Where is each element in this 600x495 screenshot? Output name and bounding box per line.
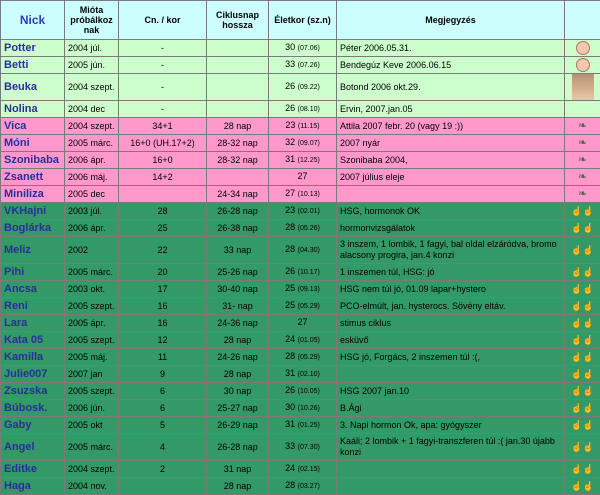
- status-icon-cell: [565, 281, 600, 298]
- table-row: [1, 74, 600, 101]
- member-nick: Ancsa: [1, 281, 65, 298]
- thumbs-up-icon: ☝☝: [571, 284, 593, 294]
- member-nick: Zsuzska: [1, 383, 65, 400]
- thumbs-up-icon: ☝☝: [571, 403, 593, 413]
- member-note: Ervin, 2007.jan.05: [337, 101, 565, 118]
- member-nick: Julie007: [1, 366, 65, 383]
- member-cn: 9: [119, 366, 207, 383]
- member-age: 27: [285, 188, 295, 198]
- member-cn: 5: [119, 417, 207, 434]
- thumbs-up-icon: ☝☝: [571, 352, 593, 362]
- member-note: stimus ciklus: [337, 315, 565, 332]
- member-age: 31: [285, 154, 295, 164]
- thumbs-up-icon: ☝☝: [571, 267, 593, 277]
- member-age: 28: [285, 222, 295, 232]
- thumbs-up-icon: ☝☝: [571, 245, 593, 255]
- member-cn: -: [119, 40, 207, 57]
- member-note: 3. Napi hormon Ok, apa: gyógyszer: [337, 417, 565, 434]
- table-row: [1, 101, 600, 118]
- thumbs-up-icon: ☝☝: [571, 442, 593, 452]
- header-nick: Nick: [1, 1, 65, 40]
- member-since: 2005 máj.: [65, 349, 119, 366]
- baby-icon: [576, 58, 590, 72]
- member-nick: Gaby: [1, 417, 65, 434]
- header-row: [1, 1, 600, 40]
- member-birthday: (09.07): [298, 140, 320, 147]
- member-note: HSG 2007 jan.10: [337, 383, 565, 400]
- member-nick: Reni: [1, 298, 65, 315]
- member-since: 2006 ápr.: [65, 220, 119, 237]
- member-age-cell: [269, 118, 337, 135]
- member-note: HSG, hormonok OK: [337, 203, 565, 220]
- member-note: [337, 366, 565, 383]
- member-age-cell: [269, 332, 337, 349]
- member-since: 2004 szept.: [65, 118, 119, 135]
- member-cn: 16+0 (UH.17+2): [119, 135, 207, 152]
- table-row: [1, 169, 600, 186]
- member-age-cell: [269, 101, 337, 118]
- table-row: [1, 461, 600, 478]
- member-age-cell: [269, 57, 337, 74]
- status-icon-cell: [565, 169, 600, 186]
- member-since: 2003 okt.: [65, 281, 119, 298]
- member-since: 2005 dec: [65, 186, 119, 203]
- member-since: 2006 jún.: [65, 400, 119, 417]
- member-age-cell: [269, 434, 337, 461]
- member-cycle: 30-40 nap: [207, 281, 269, 298]
- table-row: [1, 237, 600, 264]
- member-cn: 25: [119, 220, 207, 237]
- member-since: 2005 márc.: [65, 264, 119, 281]
- member-nick: Búbosk.: [1, 400, 65, 417]
- stork-icon: ❧: [578, 154, 587, 166]
- member-age-cell: [269, 169, 337, 186]
- member-since: 2005 szept.: [65, 332, 119, 349]
- member-cn: 11: [119, 349, 207, 366]
- member-nick: Angel: [1, 434, 65, 461]
- member-birthday: (05.29): [298, 354, 320, 361]
- member-birthday: (03.27): [298, 483, 320, 490]
- member-since: 2007 jan: [65, 366, 119, 383]
- member-cn: -: [119, 74, 207, 101]
- member-age-cell: [269, 478, 337, 495]
- member-age-cell: [269, 349, 337, 366]
- thumbs-up-icon: ☝☝: [571, 420, 593, 430]
- member-age: 25: [285, 283, 295, 293]
- member-age: 33: [285, 59, 295, 69]
- member-nick: Szonibaba: [1, 152, 65, 169]
- member-age: 24: [285, 463, 295, 473]
- thumbs-up-icon: ☝☝: [571, 223, 593, 233]
- member-nick: Editke: [1, 461, 65, 478]
- status-icon-cell: [565, 135, 600, 152]
- member-since: 2004 szept.: [65, 74, 119, 101]
- header-icon: [565, 1, 600, 40]
- member-nick: Vica: [1, 118, 65, 135]
- member-age: 26: [285, 81, 295, 91]
- member-age: 31: [285, 368, 295, 378]
- member-age: 28: [285, 480, 295, 490]
- member-note: Kaáli; 2 lombik + 1 fagyi-transzferen túl :( jan.30 újabb konzi: [337, 434, 565, 461]
- member-nick: Zsanett: [1, 169, 65, 186]
- status-icon-cell: [565, 434, 600, 461]
- member-age: 24: [285, 334, 295, 344]
- table-row: [1, 366, 600, 383]
- member-cn: [119, 186, 207, 203]
- thumbs-up-icon: ☝☝: [571, 335, 593, 345]
- status-icon-cell: [565, 315, 600, 332]
- table-row: [1, 417, 600, 434]
- member-age-cell: [269, 186, 337, 203]
- stork-icon: ❧: [578, 188, 587, 200]
- member-age: 27: [297, 171, 307, 181]
- member-note: 3 inszem, 1 lombik, 1 fagyi, bal oldal elzáródva, bromo alacsony progira, jan.4 konzi: [337, 237, 565, 264]
- status-icon-cell: [565, 264, 600, 281]
- member-age-cell: [269, 298, 337, 315]
- member-age-cell: [269, 220, 337, 237]
- member-note: PCO-elmúlt, jan. hysterocs. Sövény eltáv.: [337, 298, 565, 315]
- member-birthday: (05.29): [298, 303, 320, 310]
- member-note: 2007 nyár: [337, 135, 565, 152]
- member-age-cell: [269, 203, 337, 220]
- member-age: 25: [285, 300, 295, 310]
- table-row: [1, 400, 600, 417]
- status-icon-cell: [565, 237, 600, 264]
- member-nick: Beuka: [1, 74, 65, 101]
- member-nick: Nolina: [1, 101, 65, 118]
- member-cycle: 24-36 nap: [207, 315, 269, 332]
- member-cn: 34+1: [119, 118, 207, 135]
- table-row: [1, 186, 600, 203]
- member-cycle: 33 nap: [207, 237, 269, 264]
- member-birthday: (10.17): [298, 269, 320, 276]
- member-since: 2005 szept.: [65, 383, 119, 400]
- member-since: 2004 júl.: [65, 40, 119, 57]
- member-age-cell: [269, 400, 337, 417]
- member-note: esküvő: [337, 332, 565, 349]
- status-icon-cell: [565, 118, 600, 135]
- thumbs-up-icon: ☝☝: [571, 318, 593, 328]
- member-cycle: 26-38 nap: [207, 220, 269, 237]
- member-birthday: (11.15): [298, 123, 320, 130]
- status-icon-cell: [565, 57, 600, 74]
- member-birthday: (10.05): [298, 388, 320, 395]
- table-row: [1, 315, 600, 332]
- status-icon-cell: [565, 400, 600, 417]
- member-age: 33: [285, 441, 295, 451]
- member-birthday: (01.25): [298, 422, 320, 429]
- member-cycle: 26-28 nap: [207, 434, 269, 461]
- status-icon-cell: [565, 186, 600, 203]
- member-nick: Boglárka: [1, 220, 65, 237]
- member-birthday: (07.30): [298, 444, 320, 451]
- table-row: [1, 220, 600, 237]
- member-since: 2004 nov.: [65, 478, 119, 495]
- member-nick: Pihi: [1, 264, 65, 281]
- table-row: [1, 152, 600, 169]
- member-note: [337, 461, 565, 478]
- member-since: 2006 máj.: [65, 169, 119, 186]
- stork-icon: ❧: [578, 171, 587, 183]
- member-age-cell: [269, 315, 337, 332]
- member-note: HSG jó, Forgács, 2 inszemen túl :(,: [337, 349, 565, 366]
- member-age-cell: [269, 383, 337, 400]
- member-since: 2003 júl.: [65, 203, 119, 220]
- member-cn: 6: [119, 383, 207, 400]
- table-row: [1, 40, 600, 57]
- status-icon-cell: [565, 332, 600, 349]
- thumbs-up-icon: ☝☝: [571, 301, 593, 311]
- table-row: [1, 135, 600, 152]
- member-age: 28: [285, 351, 295, 361]
- table-row: [1, 264, 600, 281]
- member-since: 2004 szept.: [65, 461, 119, 478]
- member-age-cell: [269, 264, 337, 281]
- member-nick: Meliz: [1, 237, 65, 264]
- member-since: 2005 ápr.: [65, 315, 119, 332]
- member-age: 30: [285, 402, 295, 412]
- member-cn: 28: [119, 203, 207, 220]
- member-note: Botond 2006 okt.29.: [337, 74, 565, 101]
- status-icon-cell: [565, 298, 600, 315]
- status-icon-cell: [565, 478, 600, 495]
- member-since: 2002: [65, 237, 119, 264]
- status-icon-cell: [565, 349, 600, 366]
- member-nick: Kamilla: [1, 349, 65, 366]
- member-age-cell: [269, 237, 337, 264]
- member-age-cell: [269, 366, 337, 383]
- member-since: 2005 márc.: [65, 135, 119, 152]
- baby-photo-icon: [572, 74, 594, 100]
- thumbs-up-icon: ☝☝: [571, 369, 593, 379]
- member-cycle: [207, 40, 269, 57]
- header-since: Mióta próbálkoz nak: [65, 1, 119, 40]
- member-age: 31: [285, 419, 295, 429]
- member-cn: [119, 478, 207, 495]
- status-icon-cell: [565, 74, 600, 101]
- member-cn: 22: [119, 237, 207, 264]
- member-note: 2007 július eleje: [337, 169, 565, 186]
- table-row: [1, 203, 600, 220]
- member-since: 2006 ápr.: [65, 152, 119, 169]
- member-birthday: (12.25): [298, 157, 320, 164]
- member-since: 2005 szept.: [65, 298, 119, 315]
- member-birthday: (09.22): [298, 84, 320, 91]
- member-cycle: 24-26 nap: [207, 349, 269, 366]
- table-row: [1, 383, 600, 400]
- member-cycle: 25-27 nap: [207, 400, 269, 417]
- member-cycle: 25-26 nap: [207, 264, 269, 281]
- member-cycle: 31 nap: [207, 461, 269, 478]
- member-cycle: 30 nap: [207, 383, 269, 400]
- member-age: 23: [285, 120, 295, 130]
- status-icon-cell: [565, 220, 600, 237]
- member-cycle: [207, 57, 269, 74]
- member-birthday: (02.01): [298, 208, 320, 215]
- member-cycle: [207, 169, 269, 186]
- table-row: [1, 281, 600, 298]
- header-cn: Cn. / kor: [119, 1, 207, 40]
- member-cn: 16+0: [119, 152, 207, 169]
- table-row: [1, 118, 600, 135]
- table-row: [1, 478, 600, 495]
- member-nick: Móni: [1, 135, 65, 152]
- member-age-cell: [269, 74, 337, 101]
- member-birthday: (07.26): [298, 62, 320, 69]
- baby-icon: [576, 41, 590, 55]
- member-nick: Potter: [1, 40, 65, 57]
- member-cn: 12: [119, 332, 207, 349]
- member-birthday: (02.15): [298, 466, 320, 473]
- stork-icon: ❧: [578, 120, 587, 132]
- table-row: [1, 332, 600, 349]
- member-cn: 17: [119, 281, 207, 298]
- member-nick: Miniliza: [1, 186, 65, 203]
- member-cycle: [207, 74, 269, 101]
- member-age: 28: [285, 244, 295, 254]
- member-note: 1 inszemen túl, HSG: jó: [337, 264, 565, 281]
- member-cn: 16: [119, 315, 207, 332]
- member-birthday: (07.06): [298, 45, 320, 52]
- member-cycle: 31- nap: [207, 298, 269, 315]
- member-birthday: (10.13): [298, 191, 320, 198]
- member-note: Attila 2007 febr. 20 (vagy 19 :)): [337, 118, 565, 135]
- header-note: Megjegyzés: [337, 1, 565, 40]
- member-age: 32: [285, 137, 295, 147]
- status-icon-cell: [565, 40, 600, 57]
- status-icon-cell: [565, 366, 600, 383]
- status-icon-cell: [565, 203, 600, 220]
- member-cycle: 26-28 nap: [207, 203, 269, 220]
- member-age: 30: [285, 42, 295, 52]
- member-age-cell: [269, 135, 337, 152]
- member-age: 26: [285, 385, 295, 395]
- member-age-cell: [269, 461, 337, 478]
- member-nick: Betti: [1, 57, 65, 74]
- table-row: [1, 349, 600, 366]
- member-since: 2005 okt: [65, 417, 119, 434]
- status-icon-cell: [565, 461, 600, 478]
- status-icon-cell: [565, 383, 600, 400]
- member-note: Szonibaba 2004,: [337, 152, 565, 169]
- member-cycle: 28 nap: [207, 118, 269, 135]
- thumbs-up-icon: ☝☝: [571, 464, 593, 474]
- member-cn: 4: [119, 434, 207, 461]
- member-since: 2004 dec: [65, 101, 119, 118]
- member-nick: Kata 05: [1, 332, 65, 349]
- status-icon-cell: [565, 417, 600, 434]
- member-since: 2005 jún.: [65, 57, 119, 74]
- member-nick: Lara: [1, 315, 65, 332]
- thumbs-up-icon: ☝☝: [571, 206, 593, 216]
- member-birthday: (02.10): [298, 371, 320, 378]
- member-age: 26: [285, 266, 295, 276]
- member-cn: 20: [119, 264, 207, 281]
- member-age-cell: [269, 281, 337, 298]
- header-cycle: Ciklusnap hossza: [207, 1, 269, 40]
- member-note: HSG nem túl jó, 01.09 lapar+hystero: [337, 281, 565, 298]
- member-age-cell: [269, 152, 337, 169]
- member-birthday: (04.30): [298, 247, 320, 254]
- member-cn: 16: [119, 298, 207, 315]
- member-age: 26: [285, 103, 295, 113]
- table-row: [1, 57, 600, 74]
- header-age: Életkor (sz.n): [269, 1, 337, 40]
- member-cycle: 28 nap: [207, 332, 269, 349]
- member-cn: 6: [119, 400, 207, 417]
- member-cycle: 28-32 nap: [207, 135, 269, 152]
- member-nick: VKHajni: [1, 203, 65, 220]
- member-cn: -: [119, 101, 207, 118]
- member-since: 2005 márc.: [65, 434, 119, 461]
- member-cycle: 28 nap: [207, 366, 269, 383]
- member-cn: -: [119, 57, 207, 74]
- member-note: B.Ági: [337, 400, 565, 417]
- member-note: [337, 478, 565, 495]
- member-birthday: (05.26): [298, 225, 320, 232]
- member-cycle: 28 nap: [207, 478, 269, 495]
- member-age: 23: [285, 205, 295, 215]
- member-age: 27: [297, 317, 307, 327]
- member-age-cell: [269, 40, 337, 57]
- table-row: [1, 434, 600, 461]
- status-icon-cell: [565, 101, 600, 118]
- thumbs-up-icon: ☝☝: [571, 481, 593, 491]
- member-cycle: 24-34 nap: [207, 186, 269, 203]
- member-nick: Haga: [1, 478, 65, 495]
- member-cycle: 28-32 nap: [207, 152, 269, 169]
- member-birthday: (10.26): [298, 405, 320, 412]
- member-cycle: [207, 101, 269, 118]
- table-row: [1, 298, 600, 315]
- member-cn: 2: [119, 461, 207, 478]
- member-cn: 14+2: [119, 169, 207, 186]
- thumbs-up-icon: ☝☝: [571, 386, 593, 396]
- status-icon-cell: [565, 152, 600, 169]
- member-birthday: (08.10): [298, 106, 320, 113]
- member-note: [337, 186, 565, 203]
- member-cycle: 26-29 nap: [207, 417, 269, 434]
- stork-icon: ❧: [578, 137, 587, 149]
- member-note: Bendegúz Keve 2006.06.15: [337, 57, 565, 74]
- member-note: Péter 2006.05.31.: [337, 40, 565, 57]
- member-birthday: (01.05): [298, 337, 320, 344]
- member-note: hormonvizsgálatok: [337, 220, 565, 237]
- member-age-cell: [269, 417, 337, 434]
- member-birthday: (09.13): [298, 286, 320, 293]
